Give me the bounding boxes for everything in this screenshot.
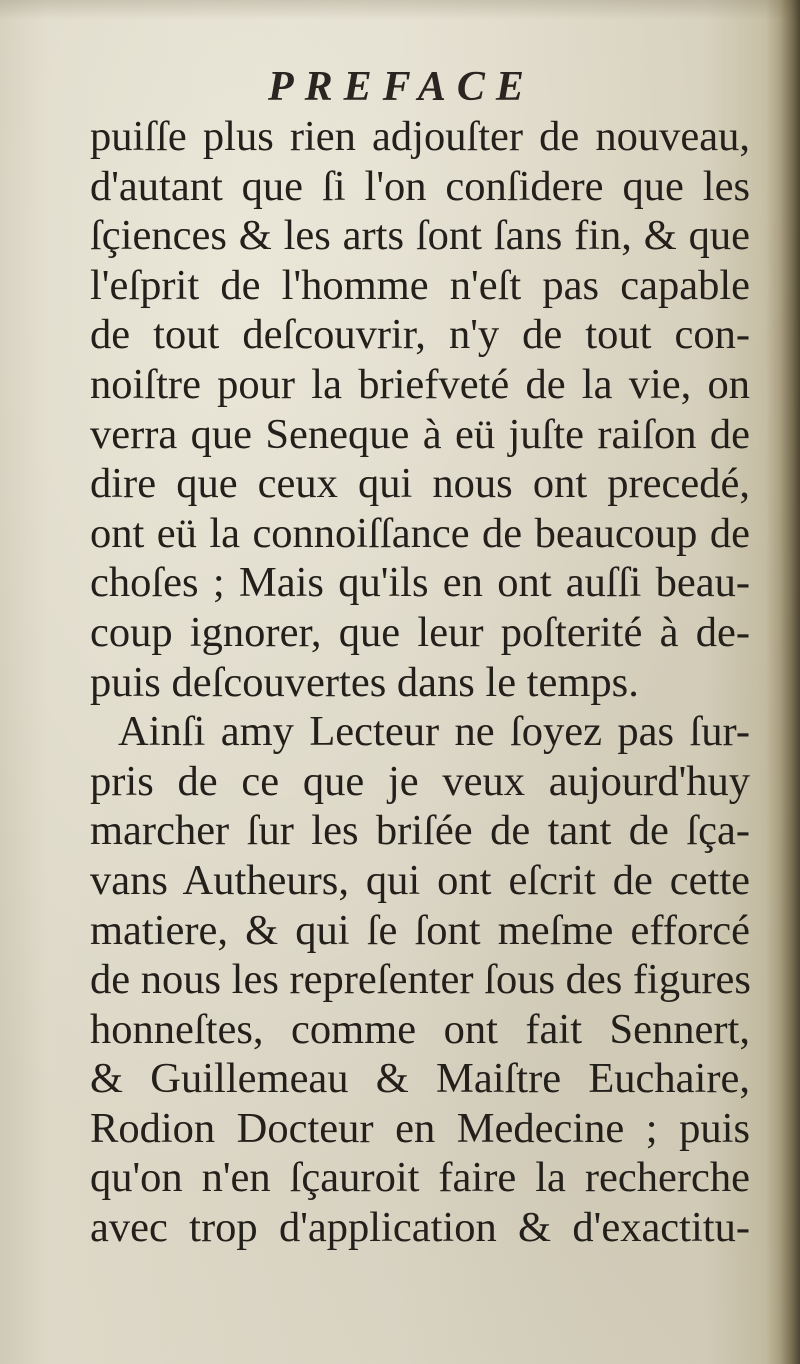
text-line: l'eſprit de l'homme n'eſt pas capable <box>90 261 750 309</box>
text-line: de nous les repreſenter ſous des figures <box>90 956 751 1004</box>
text-line: noiſtre pour la briefveté de la vie, on <box>90 360 750 408</box>
page-top-shadow <box>0 0 800 20</box>
text-line: choſes ; Mais qu'ils en ont auſſi beau- <box>90 559 750 607</box>
running-head: PREFACE <box>268 64 535 110</box>
text-line: coup ignorer, que leur poſterité à de- <box>90 608 750 656</box>
text-line: marcher ſur les briſée de tant de ſça- <box>90 807 750 855</box>
text-line-paragraph-end: puis deſcouvertes dans le temps. <box>90 658 639 706</box>
text-line: pris de ce que je veux aujourd'huy <box>90 757 750 805</box>
binding-edge <box>766 0 800 1364</box>
text-line-paragraph-start: Ainſi amy Lecteur ne ſoyez pas ſur- <box>118 708 750 756</box>
text-line: avec trop d'application & d'exactitu- <box>90 1204 750 1252</box>
text-line: Rodion Docteur en Medecine ; puis <box>90 1104 750 1152</box>
text-line: qu'on n'en ſçauroit faire la recherche <box>90 1154 750 1202</box>
body-text <box>90 112 750 1253</box>
text-line: ſçiences & les arts ſont ſans fin, & que <box>90 212 750 260</box>
text-line: verra que Seneque à eü juſte raiſon de <box>90 410 750 458</box>
text-line: de tout deſcouvrir, n'y de tout con- <box>90 311 750 359</box>
text-line: ont eü la connoiſſance de beaucoup de <box>90 509 750 557</box>
text-line: matiere, & qui ſe ſont meſme efforcé <box>90 906 750 954</box>
text-line: puiſſe plus rien adjouſter de nouveau, <box>90 113 750 160</box>
text-line: vans Autheurs, qui ont eſcrit de cette <box>90 856 750 904</box>
text-line: d'autant que ſi l'on conſidere que les <box>90 162 750 210</box>
text-line: dire que ceux qui nous ont precedé, <box>90 460 750 508</box>
text-line: honneſtes, comme ont fait Sennert, <box>90 1005 750 1053</box>
text-line: & Guillemeau & Maiſtre Euchaire, <box>90 1055 750 1103</box>
